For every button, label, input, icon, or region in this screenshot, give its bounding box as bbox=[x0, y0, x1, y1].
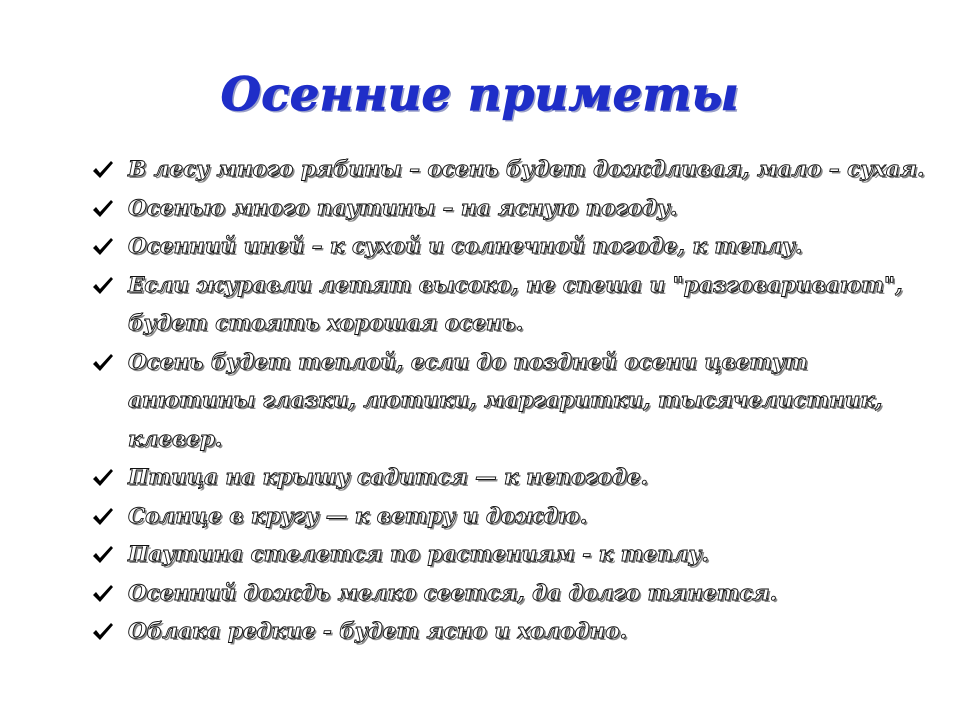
list-item bbox=[92, 498, 932, 537]
list-item bbox=[92, 344, 932, 460]
list-item-text: Осень будет теплой, если до поздней осени цветут анютины глазки, лютики, маргаритки, тысячелистник, клевер. bbox=[128, 349, 883, 452]
checkmark-icon bbox=[92, 190, 116, 228]
list-item bbox=[92, 575, 932, 614]
list-item bbox=[92, 536, 932, 575]
checkmark-icon bbox=[92, 151, 116, 189]
list-item-text: Облака редкие - будет ясно и холодно. bbox=[128, 619, 628, 644]
list-item-text: В лесу много рябины – осень будет дождливая, мало – сухая. bbox=[128, 157, 925, 182]
list-item-text: Паутина стелется по растениям - к теплу. bbox=[128, 542, 709, 567]
list-item bbox=[92, 151, 932, 190]
list-item-text: Солнце в кругу — к ветру и дождю. bbox=[128, 503, 588, 529]
checkmark-icon bbox=[92, 613, 116, 651]
checkmark-icon bbox=[92, 228, 116, 266]
list-item-text: Птица на крышу садится — к непогоде. bbox=[128, 465, 648, 490]
list-item bbox=[92, 267, 932, 344]
bullet-list bbox=[92, 151, 932, 652]
list-item bbox=[92, 190, 932, 229]
list-item bbox=[92, 613, 932, 652]
list-item-text: Осенний дождь мелко сеется, да долго тянется. bbox=[128, 580, 778, 606]
list-item bbox=[92, 228, 932, 267]
slide-title: Осенние приметы bbox=[220, 67, 740, 121]
list-item-text: Если журавли летят высоко, не спеша и "разговаривают", будет стоять хорошая осень. bbox=[128, 272, 903, 336]
checkmark-icon bbox=[92, 344, 116, 382]
checkmark-icon bbox=[92, 575, 116, 613]
checkmark-icon bbox=[92, 536, 116, 574]
checkmark-icon bbox=[92, 459, 116, 497]
list-item-text: Осенью много паутины – на ясную погоду. bbox=[128, 195, 678, 221]
checkmark-icon bbox=[92, 267, 116, 305]
list-item bbox=[92, 459, 932, 498]
checkmark-icon bbox=[92, 498, 116, 536]
list-item-text: Осенний иней – к сухой и солнечной погоде, к теплу. bbox=[128, 234, 803, 259]
